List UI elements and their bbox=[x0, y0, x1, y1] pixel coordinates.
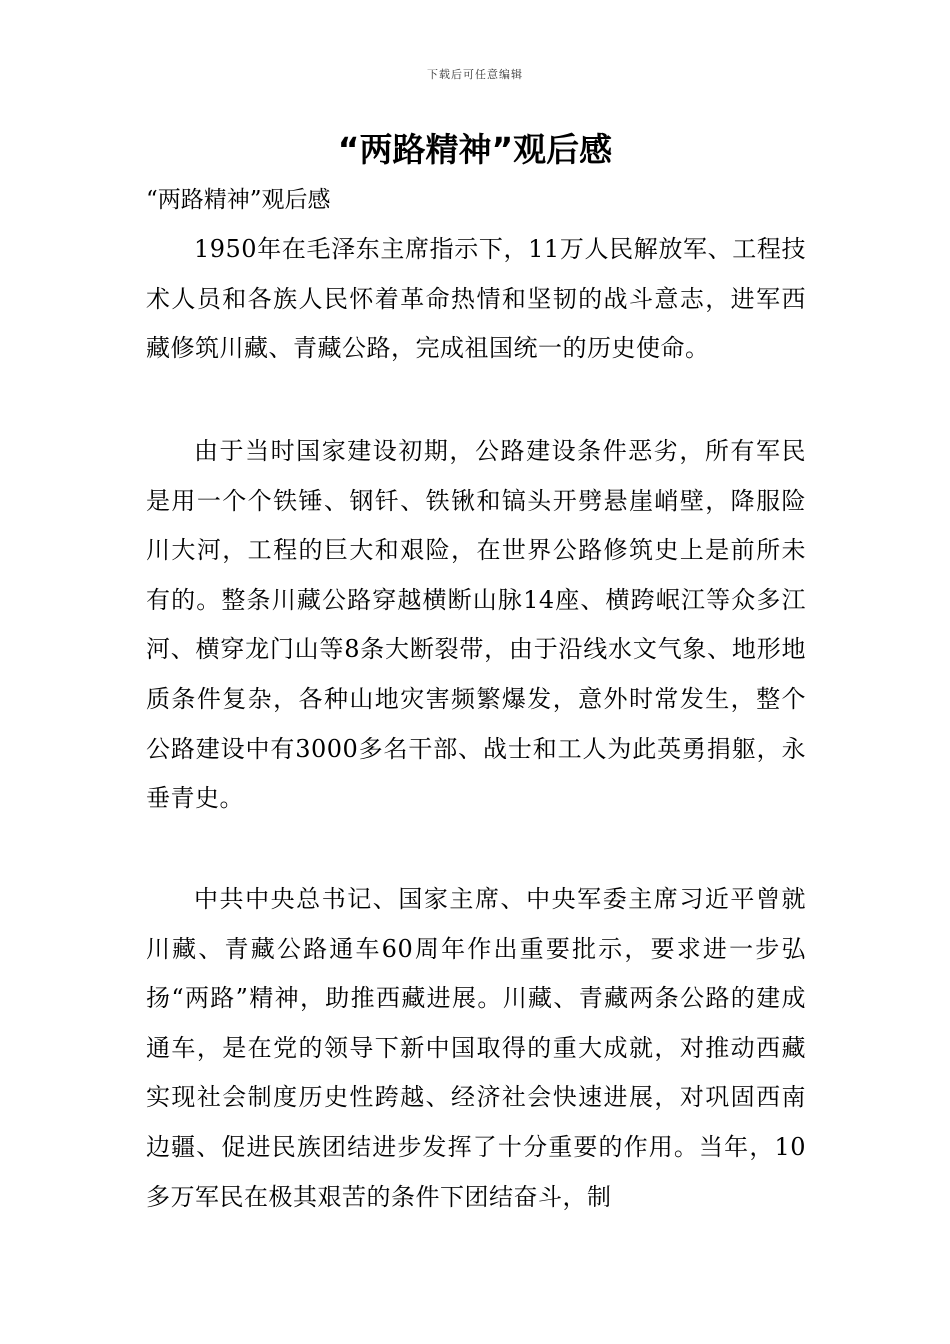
document-subtitle: “两路精神”观后感 bbox=[146, 187, 331, 213]
body-paragraph-2: 由于当时国家建设初期，公路建设条件恶劣，所有军民是用一个个铁锤、钢钎、铁锹和镐头开劈悬崖峭壁，降服险川大河，工程的巨大和艰险，在世界公路修筑史上是前所未有的。整条川藏公路穿越横断山脉14座、横跨岷江等众多江河、横穿龙门山等8条大断裂带，由于沿线水文气象、地形地质条件复杂，各种山地灾害频繁爆发，意外时常发生，整个公路建设中有3000多名干部、战士和工人为此英勇捐躯，永垂青史。 bbox=[146, 437, 806, 813]
body-paragraph-1: 1950年在毛泽东主席指示下，11万人民解放军、工程技术人员和各族人民怀着革命热情和坚韧的战斗意志，进军西藏修筑川藏、青藏公路，完成祖国统一的历史使命。 bbox=[146, 235, 806, 363]
header-note: 下载后可任意编辑 bbox=[427, 68, 523, 81]
body-paragraph-3: 中共中央总书记、国家主席、中央军委主席习近平曾就川藏、青藏公路通车60周年作出重要批示，要求进一步弘扬“两路”精神，助推西藏进展。川藏、青藏两条公路的建成通车，是在党的领导下新中国取得的重大成就，对推动西藏实现社会制度历史性跨越、经济社会快速进展，对巩固西南边疆、促进民族团结进步发挥了十分重要的作用。当年，10多万军民在极其艰苦的条件下团结奋斗，制 bbox=[146, 885, 806, 1211]
document-title: “两路精神”观后感 bbox=[337, 130, 613, 169]
